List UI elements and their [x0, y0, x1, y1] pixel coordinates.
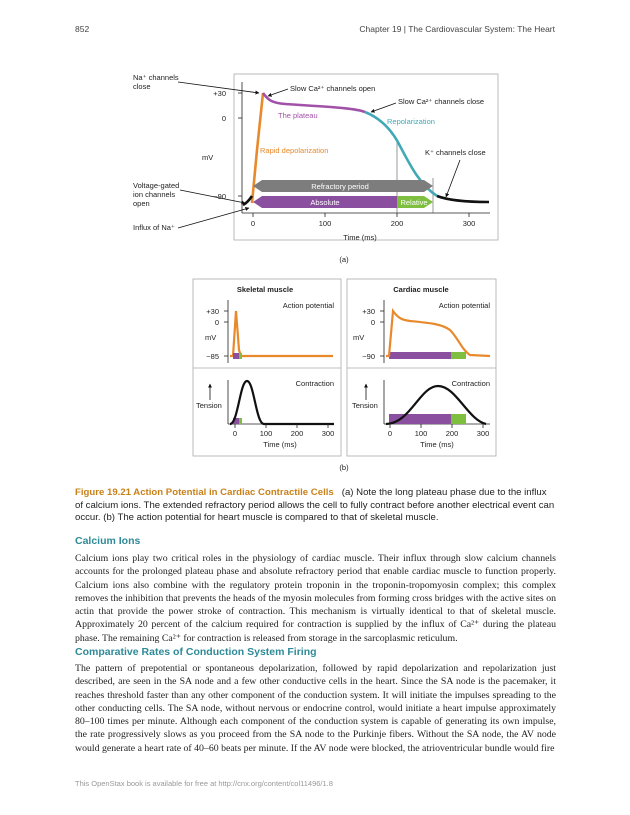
skeletal-ytick-30: +30: [206, 307, 219, 316]
cardiac-xtick-200: 200: [445, 429, 459, 438]
figure-caption: [75, 487, 555, 525]
na-close-callout-line1: Na⁺ channels: [133, 73, 179, 82]
plateau-label: The plateau: [278, 111, 318, 120]
absolute-refractory-label: Absolute: [310, 198, 340, 207]
section-heading-calcium-ions: Calcium Ions: [75, 535, 141, 547]
refractory-period-label: Refractory period: [311, 182, 369, 191]
cardiac-contraction-absolute-bar: [389, 414, 451, 424]
skeletal-contraction-label: Contraction: [295, 379, 334, 388]
cardiac-contraction-relative-bar: [451, 414, 466, 424]
vg-open-callout-line1: Voltage-gated: [133, 181, 180, 190]
section-heading-conduction-rates: Comparative Rates of Conduction System Firing: [75, 646, 317, 658]
cardiac-ap-label: Action potential: [438, 301, 490, 310]
cardiac-xtick-300: 300: [476, 429, 490, 438]
cardiac-title: Cardiac muscle: [393, 285, 449, 294]
skeletal-xtick-0: 0: [232, 429, 238, 438]
skeletal-ytick-85: −85: [206, 352, 219, 361]
conduction-rates-paragraph: The pattern of prepotential or spontaneous depolarization, followed by rapid depolarization and repolarization just described, are seen in the SA node and a few other conductive cells in the heart. Since the SA node is the pacemaker, it reaches threshold faster than any other component of the conduction system. It will initiate the impulses spreading to the other conducting cells. The SA node, without nervous or endocrine control, would initiate a heart impulse approximately 80–100 times per minute. Although each component of the conduction system is capable of generating its own impulse, the rate progressively slows as you proceed from the SA node to the Purkinje fibers. Without the SA node, the AV node would generate a heart rate of 40–60 beats per minute. If the AV node were blocked, the atrioventricular bundle would fire: [75, 663, 556, 754]
repolarization-label: Repolarization: [387, 117, 435, 126]
cardiac-ytick-90: −90: [362, 352, 375, 361]
cardiac-ap-absolute-bar: [389, 352, 451, 359]
cardiac-tension-label: Tension: [352, 401, 378, 410]
page-footer: This OpenStax book is available for free at http://cnx.org/content/col11496/1.8: [75, 779, 333, 788]
figure-a-xtick-0: 0: [250, 219, 256, 228]
cardiac-ytick-30: +30: [362, 307, 375, 316]
figure-a-xtick-200: 200: [390, 219, 404, 228]
cardiac-xtick-100: 100: [414, 429, 428, 438]
cardiac-ap-relative-bar: [451, 352, 466, 359]
skeletal-ap-absolute-bar: [233, 353, 239, 359]
influx-na-callout: Influx of Na⁺: [133, 223, 175, 232]
relative-refractory-label: Relative: [400, 198, 428, 207]
vg-open-callout-line2: ion channels: [133, 190, 176, 199]
figure-a-xtick-100: 100: [318, 219, 332, 228]
skeletal-mv-label: mV: [205, 333, 217, 342]
na-close-callout-line2: close: [133, 82, 151, 91]
cardiac-xlabel: Time (ms): [420, 440, 454, 449]
skeletal-contraction-relative-bar: [239, 418, 242, 424]
figure-a-label: (a): [339, 255, 349, 264]
k-close-callout: K⁺ channels close: [425, 148, 486, 157]
skeletal-tension-label: Tension: [196, 401, 222, 410]
skeletal-xtick-200: 200: [290, 429, 304, 438]
cardiac-mv-label: mV: [353, 333, 365, 342]
figure-a-ytick-90: −90: [213, 192, 226, 201]
skeletal-xlabel: Time (ms): [263, 440, 297, 449]
cardiac-contraction-label: Contraction: [451, 379, 490, 388]
figure-a-xlabel: Time (ms): [343, 233, 377, 242]
skeletal-xtick-100: 100: [259, 429, 273, 438]
figure-caption-text: (a) Note the long plateau phase due to the influx of calcium ions. The extended refractory period allows the cell to fully contract before another electrical event can occur. (b) The action potential for heart muscle is compared to that of skeletal muscle.: [75, 487, 555, 523]
figure-a-xtick-300: 300: [462, 219, 476, 228]
skeletal-ap-relative-bar: [239, 353, 242, 359]
chapter-header: Chapter 19 | The Cardiovascular System: The Heart: [359, 24, 555, 34]
vg-open-callout-line3: open: [133, 199, 150, 208]
slow-ca-close-callout: Slow Ca²⁺ channels close: [398, 97, 485, 106]
page-number: 852: [75, 24, 90, 34]
figure-a-ytick-0: 0: [221, 114, 226, 123]
figure-b-label: (b): [339, 463, 349, 472]
skeletal-ap-label: Action potential: [282, 301, 334, 310]
skeletal-xtick-300: 300: [321, 429, 335, 438]
rapid-depolarization-label: Rapid depolarization: [260, 146, 329, 155]
slow-ca-open-callout: Slow Ca²⁺ channels open: [290, 84, 376, 93]
cardiac-ytick-0: 0: [370, 318, 375, 327]
figure-caption-label: Figure 19.21 Action Potential in Cardiac Contractile Cells: [75, 487, 334, 498]
skeletal-title: Skeletal muscle: [236, 285, 294, 294]
calcium-ions-paragraph: Calcium ions play two critical roles in the physiology of cardiac muscle. Their influx through slow calcium channels accounts for the prolonged plateau phase and absolute refractory period that enable cardiac muscle to function properly. Calcium ions also combine with the regulatory protein troponin in the troponin-tropomyosin complex; this complex removes the inhibition that prevents the heads of the myosin molecules from forming cross bridges with the active sites on actin that provide the power stroke of contraction. This mechanism is virtually identical to that of skeletal muscle. Approximately 20 percent of the calcium required for contraction is supplied by the influx of Ca²⁺ during the plateau phase. The remaining Ca²⁺ for contraction is released from storage in the sarcoplasmic reticulum.: [75, 553, 556, 644]
figure-a-ylabel: mV: [202, 153, 214, 162]
figure-a-ytick-30: +30: [213, 89, 226, 98]
cardiac-xtick-0: 0: [387, 429, 393, 438]
skeletal-ytick-0: 0: [214, 318, 219, 327]
